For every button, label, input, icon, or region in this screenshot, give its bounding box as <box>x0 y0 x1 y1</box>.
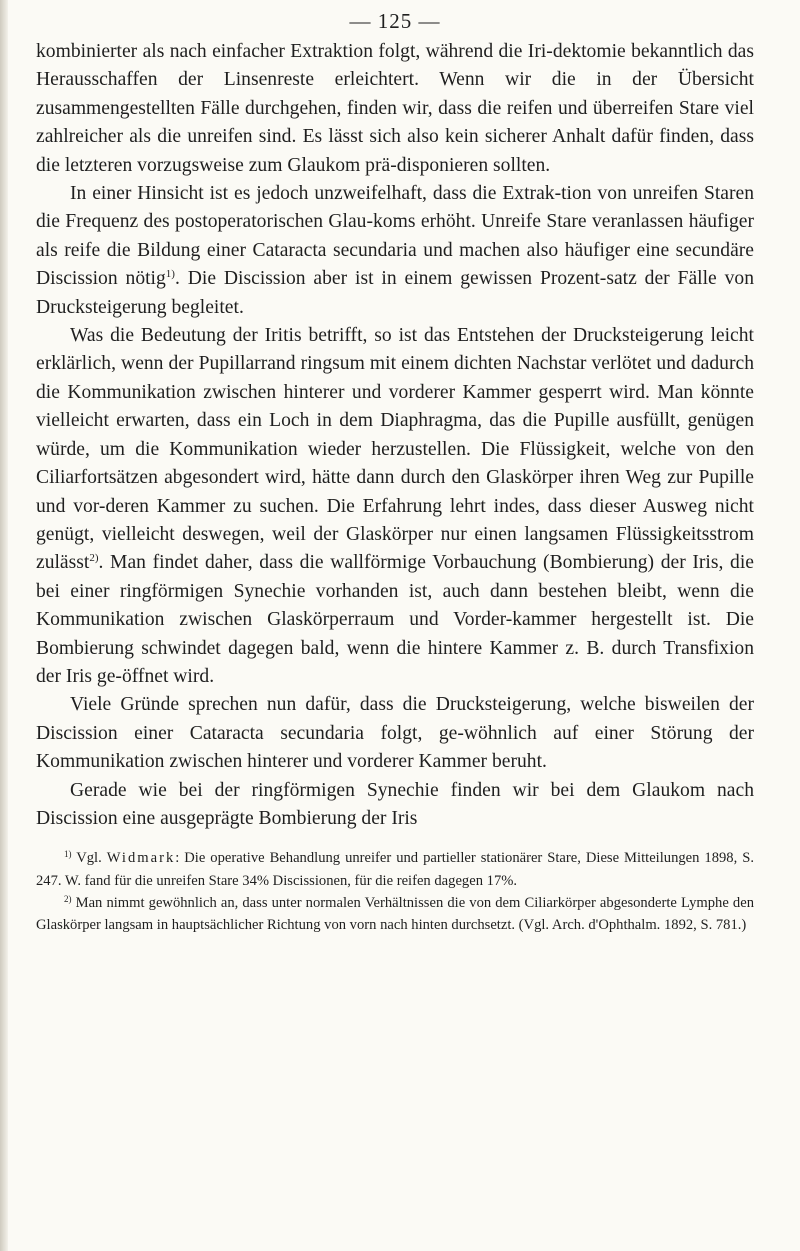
footnotes <box>36 847 754 936</box>
paragraph-text: . Man findet daher, dass die wallförmige Vorbauchung (Bombierung) der Iris, die bei einer ringförmigen Synechie vorhanden ist, auch dann bestehen bleibt, wenn die Kommunikation zwischen Glaskörperraum und Vorder-kammer hergestellt ist. Die Bombierung schwindet dagegen bald, wenn die hintere Kammer z. B. durch Transfixion der Iris ge-öffnet wird. <box>36 552 754 687</box>
footnote-mark: 2) <box>64 893 72 904</box>
page-number: — 125 — <box>349 9 441 33</box>
footnote-reference: 2) <box>89 552 99 565</box>
footnote <box>36 892 754 936</box>
paragraph <box>36 180 754 322</box>
paragraph-text: Viele Gründe sprechen nun dafür, dass die Drucksteigerung, welche bisweilen der Discission einer Cataracta secundaria folgt, ge-wöhnlich auf einer Störung der Kommunikation zwischen hinterer und vorderer Kammer beruht. <box>36 694 754 773</box>
paragraph <box>36 38 754 180</box>
paragraph <box>36 777 754 834</box>
book-spine-shadow <box>0 0 8 1251</box>
paragraph <box>36 322 754 691</box>
paragraph-text: . Die Discission aber ist in einem gewissen Prozent-satz der Fälle von Drucksteigerung begleitet. <box>36 268 754 318</box>
paragraph-text: Gerade wie bei der ringförmigen Synechie finden wir bei dem Glaukom nach Discission eine ausgeprägte Bombierung der Iris <box>36 779 754 829</box>
paragraph <box>36 691 754 776</box>
footnote-author: Widmark <box>106 850 176 867</box>
footnote-mark: 1) <box>64 849 72 860</box>
paragraph-text: Was die Bedeutung der Iritis betrifft, so ist das Entstehen der Drucksteigerung leicht erklärlich, wenn der Pupillarrand ringsum mit einem dichten Nachstar verlötet und dadurch die Kommunikation zwischen hinterer und vorderer Kammer gesperrt wird. Man könnte vielleicht erwarten, dass ein Loch in dem Diaphragma, das die Pupille ausfüllt, genügen würde, um die Kommunikation wieder herzustellen. Die Flüssigkeit, welche von den Ciliarfortsätzen abgesondert wird, hätte dann durch den Glaskörper ihren Weg zur Pupille und vor-deren Kammer zu suchen. Die Erfahrung lehrt indes, dass dieser Ausweg nicht genügt, vielleicht deswegen, weil der Glaskörper nur einen langsamen Flüssigkeitsstrom zulässt <box>36 325 754 574</box>
footnote <box>36 847 754 891</box>
footnote-text: : Die operative Behandlung unreifer und partieller stationärer Stare, Diese Mitteilungen 1898, S. 247. W. fand für die unreifen Stare 34% Discissionen, für die reifen dagegen 17%. <box>36 850 754 889</box>
body-text <box>36 38 754 833</box>
book-page <box>36 6 754 936</box>
paragraph-text: In einer Hinsicht ist es jedoch unzweifelhaft, dass die Extrak-tion von unreifen Staren die Frequenz des postoperatorischen Glau-koms erhöht. Unreife Stare veranlassen häufiger als reife die Bildung einer Cataracta secundaria und machen also häufiger eine secundäre Discission nötig <box>36 183 754 290</box>
footnote-text: Man nimmt gewöhnlich an, dass unter normalen Verhältnissen die von dem Ciliarkörper abgesonderte Lymphe den Glaskörper langsam in hauptsächlicher Richtung von vorn nach hinten durchsetzt. (Vgl. Arch. d'Ophthalm. 1892, S. 781.) <box>36 894 754 933</box>
footnote-reference: 1) <box>165 268 175 281</box>
paragraph-text: kombinierter als nach einfacher Extraktion folgt, während die Iri-dektomie bekanntlich das Herausschaffen der Linsenreste erleichtert. Wenn wir die in der Übersicht zusammengestellten Fälle durchgehen, finden wir, dass die reifen und überreifen Stare viel zahlreicher als die unreifen sind. Es lässt sich also kein sicherer Anhalt dafür finden, dass die letzteren vorzugsweise zum Glaukom prä-disponieren sollten. <box>36 41 754 176</box>
footnote-text: Vgl. <box>71 850 107 867</box>
